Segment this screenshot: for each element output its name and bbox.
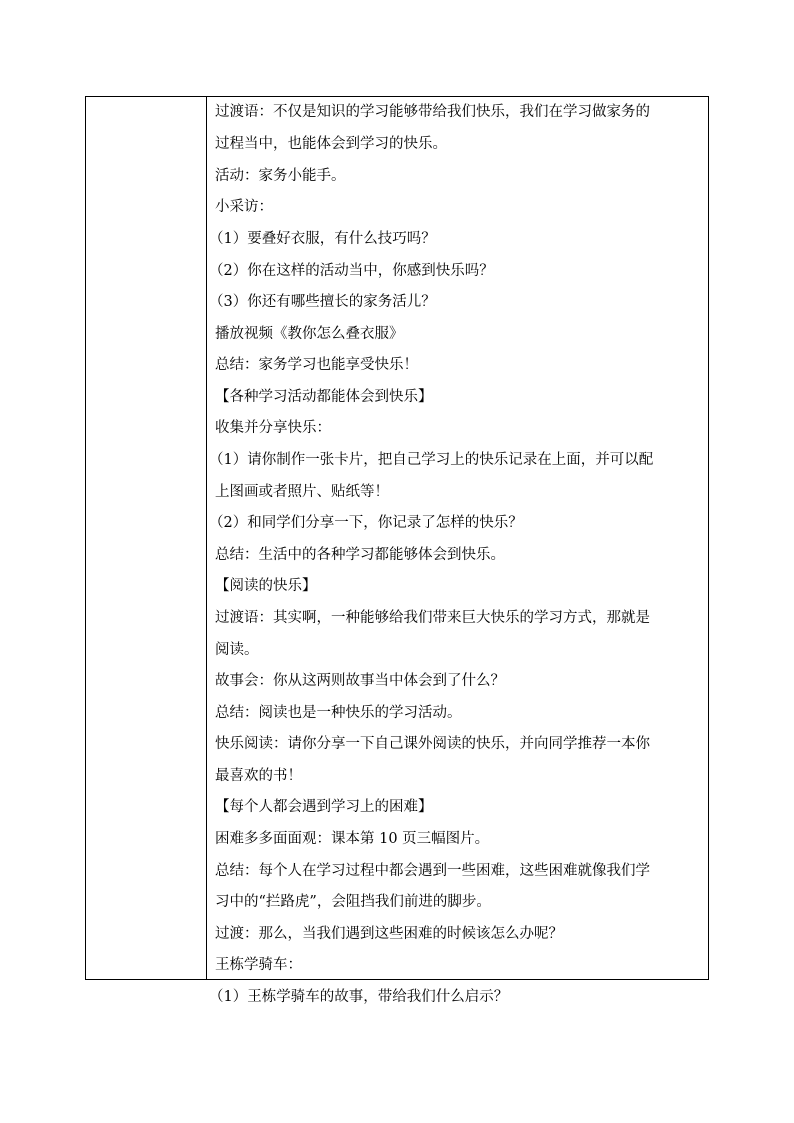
section-heading: 【各种学习活动都能体会到快乐】 [215, 389, 433, 405]
text-line: （1）王栋学骑车的故事，带给我们什么启示？ [209, 989, 509, 1005]
section-heading: 【阅读的快乐】 [215, 578, 317, 594]
text-line: 习中的“拦路虎”，会阻挡我们前进的脚步。 [215, 894, 491, 910]
text-line: 播放视频《教你怎么叠衣服》 [215, 326, 404, 342]
text-line: 过程当中，也能体会到学习的快乐。 [215, 136, 447, 152]
text-line: 总结：阅读也是一种快乐的学习活动。 [215, 705, 462, 721]
text-line: 上图画或者照片、贴纸等！ [215, 484, 389, 500]
text-line: 收集并分享快乐： [215, 420, 331, 436]
text-line: 阅读。 [215, 642, 259, 658]
text-line: 王栋学骑车： [215, 957, 302, 973]
text-line: 活动：家务小能手。 [215, 168, 346, 184]
text-line: 小采访： [215, 199, 273, 215]
text-line: 总结：每个人在学习过程中都会遇到一些困难，这些困难就像我们学 [215, 863, 650, 879]
text-line: 总结：家务学习也能享受快乐！ [215, 357, 418, 373]
text-line: 困难多多面面观：课本第 10 页三幅图片。 [215, 831, 490, 847]
text-line: 过渡语：其实啊，一种能够给我们带来巨大快乐的学习方式，那就是 [215, 610, 650, 626]
section-heading: 【每个人都会遇到学习上的困难】 [215, 799, 433, 815]
text-line: 故事会：你从这两则故事当中体会到了什么？ [215, 673, 505, 689]
text-line: （1）请你制作一张卡片，把自己学习上的快乐记录在上面，并可以配 [209, 452, 654, 468]
text-line: 最喜欢的书！ [215, 768, 302, 784]
text-line: 过渡：那么，当我们遇到这些困难的时候该怎么办呢？ [215, 926, 563, 942]
text-line: 快乐阅读：请你分享一下自己课外阅读的快乐，并向同学推荐一本你 [215, 736, 650, 752]
text-line: （2）你在这样的活动当中，你感到快乐吗？ [209, 263, 494, 279]
text-line: 总结：生活中的各种学习都能够体会到快乐。 [215, 547, 505, 563]
text-line: 过渡语：不仅是知识的学习能够带给我们快乐，我们在学习做家务的 [215, 104, 650, 120]
text-line: （3）你还有哪些擅长的家务活儿？ [209, 294, 436, 310]
table-left-column [86, 97, 207, 979]
text-line: （2）和同学们分享一下，你记录了怎样的快乐？ [209, 515, 523, 531]
lesson-table [85, 96, 709, 1005]
text-line: （1）要叠好衣服，有什么技巧吗？ [209, 231, 436, 247]
table-content-cell [207, 97, 708, 1005]
